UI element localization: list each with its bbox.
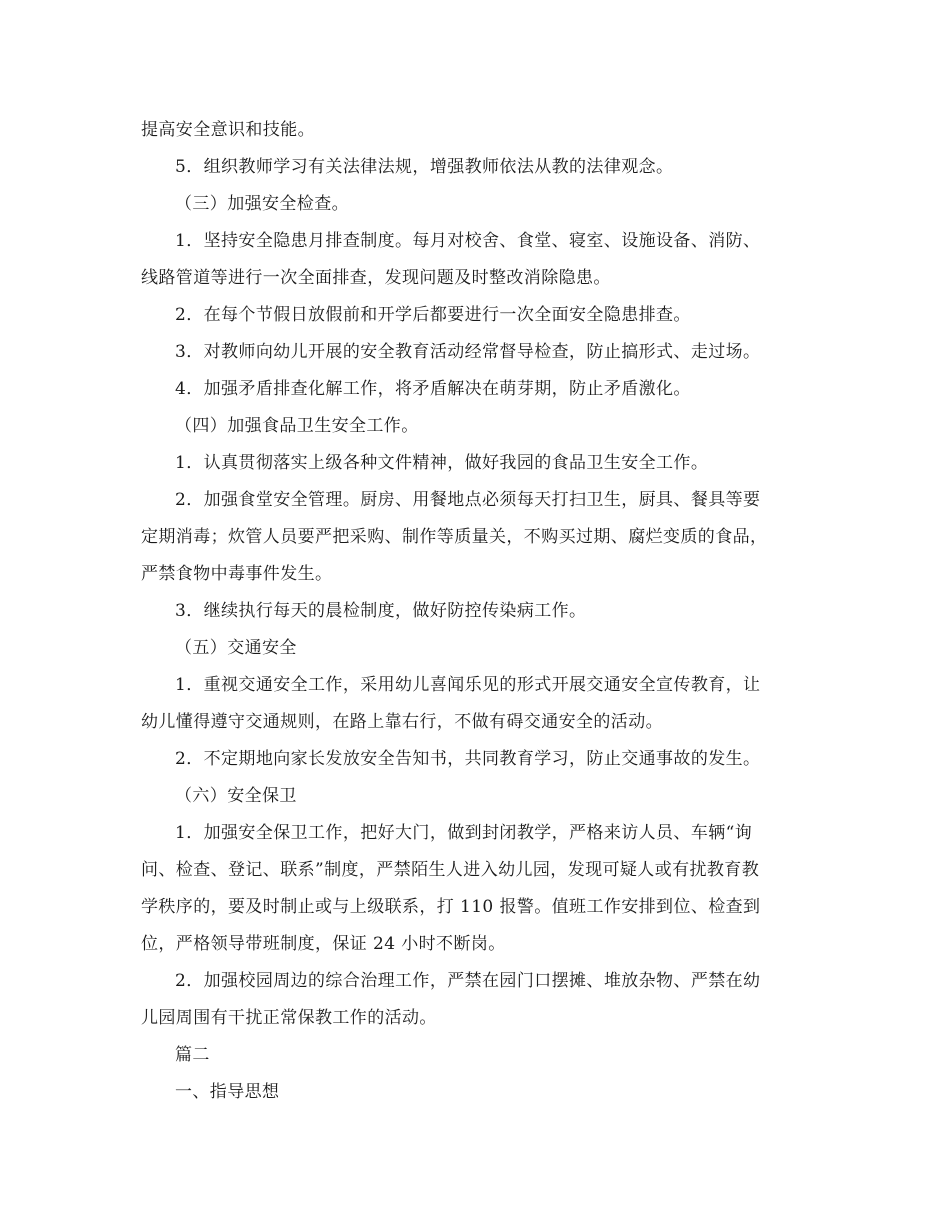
text-line: 篇二 bbox=[175, 1045, 210, 1065]
paragraph bbox=[141, 741, 811, 778]
text-line: 提高安全意识和技能。 bbox=[141, 120, 315, 140]
text-line: 2．在每个节假日放假前和开学后都要进行一次全面安全隐患排查。 bbox=[175, 305, 691, 325]
paragraph bbox=[141, 667, 811, 741]
text-line: 3．对教师向幼儿开展的安全教育活动经常督导检查，防止搞形式、走过场。 bbox=[175, 342, 761, 362]
text-line: 严禁食物中毒事件发生。 bbox=[141, 564, 333, 584]
paragraph bbox=[141, 223, 811, 297]
text-line: 幼儿懂得遵守交通规则，在路上靠右行，不做有碍交通安全的活动。 bbox=[141, 712, 663, 732]
text-line: 儿园周围有干扰正常保教工作的活动。 bbox=[141, 1008, 437, 1028]
section-heading bbox=[141, 408, 811, 445]
text-line: 3．继续执行每天的晨检制度，做好防控传染病工作。 bbox=[175, 601, 587, 621]
text-line: 5．组织教师学习有关法律法规，增强教师依法从教的法律观念。 bbox=[175, 157, 674, 177]
text-line: （五）交通安全 bbox=[175, 638, 297, 658]
text-line: （三）加强安全检查。 bbox=[175, 194, 349, 214]
section-heading bbox=[141, 630, 811, 667]
document-page bbox=[141, 112, 811, 1111]
text-line: 1．重视交通安全工作，采用幼儿喜闻乐见的形式开展交通安全宣传教育，让 bbox=[175, 675, 761, 695]
text-line: 1．加强安全保卫工作，把好大门，做到封闭教学，严格来访人员、车辆“询 bbox=[175, 823, 753, 843]
paragraph bbox=[141, 482, 811, 593]
text-line: 定期消毒；炊管人员要严把采购、制作等质量关，不购买过期、腐烂变质的食品， bbox=[141, 527, 768, 547]
text-line: 位，严格领导带班制度，保证 24 小时不断岗。 bbox=[141, 934, 506, 954]
text-line: 1．坚持安全隐患月排查制度。每月对校舍、食堂、寝室、设施设备、消防、 bbox=[175, 231, 761, 251]
paragraph bbox=[141, 112, 811, 149]
paragraph bbox=[141, 593, 811, 630]
section-heading bbox=[141, 778, 811, 815]
paragraph bbox=[141, 334, 811, 371]
paragraph bbox=[141, 297, 811, 334]
text-line: 2．不定期地向家长发放安全告知书，共同教育学习，防止交通事故的发生。 bbox=[175, 749, 761, 769]
part-heading bbox=[141, 1037, 811, 1074]
text-line: 学秩序的，要及时制止或与上级联系，打 110 报警。值班工作安排到位、检查到 bbox=[141, 897, 761, 917]
text-line: （四）加强食品卫生安全工作。 bbox=[175, 416, 419, 436]
paragraph bbox=[141, 371, 811, 408]
text-line: 线路管道等进行一次全面排查，发现问题及时整改消除隐患。 bbox=[141, 268, 611, 288]
text-line: （六）安全保卫 bbox=[175, 786, 297, 806]
section-heading bbox=[141, 1074, 811, 1111]
paragraph bbox=[141, 445, 811, 482]
text-line: 问、检查、登记、联系”制度，严禁陌生人进入幼儿园，发现可疑人或有扰教育教 bbox=[141, 860, 760, 880]
paragraph bbox=[141, 815, 811, 963]
text-line: 一、指导思想 bbox=[175, 1082, 280, 1102]
paragraph bbox=[141, 963, 811, 1037]
paragraph bbox=[141, 149, 811, 186]
text-line: 1．认真贯彻落实上级各种文件精神，做好我园的食品卫生安全工作。 bbox=[175, 453, 709, 473]
text-line: 4．加强矛盾排查化解工作，将矛盾解决在萌芽期，防止矛盾激化。 bbox=[175, 379, 691, 399]
section-heading bbox=[141, 186, 811, 223]
text-line: 2．加强校园周边的综合治理工作，严禁在园门口摆摊、堆放杂物、严禁在幼 bbox=[175, 971, 761, 991]
text-line: 2．加强食堂安全管理。厨房、用餐地点必须每天打扫卫生，厨具、餐具等要 bbox=[175, 490, 761, 510]
